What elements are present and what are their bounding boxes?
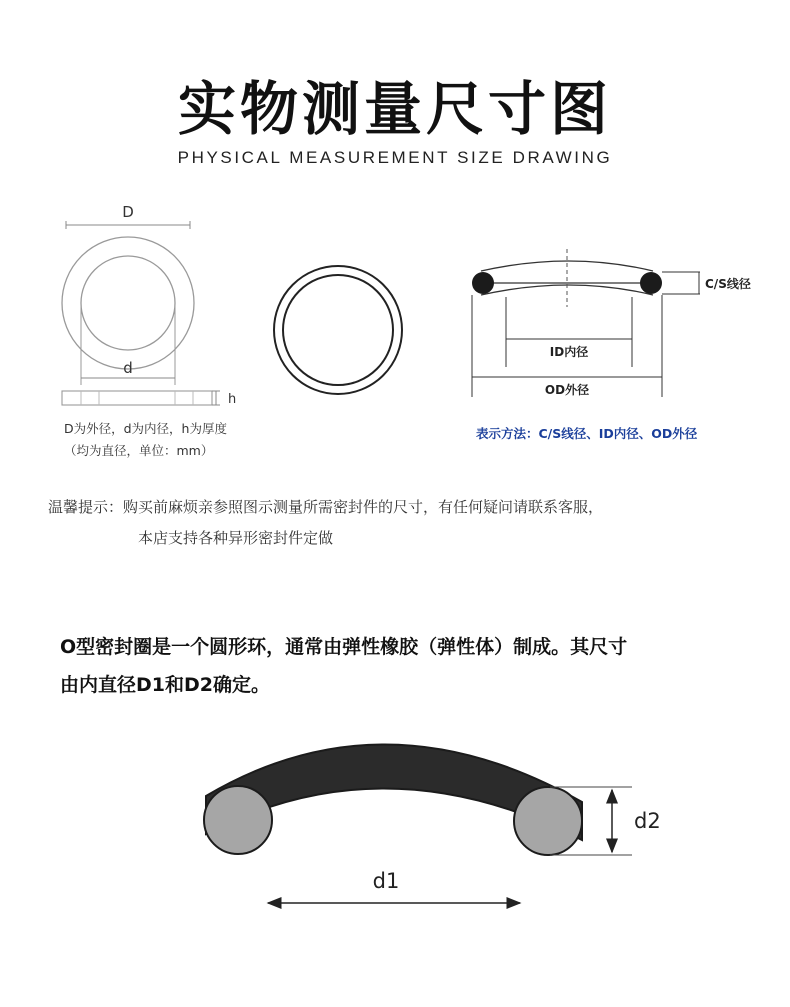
page-title: 实物测量尺寸图 (177, 75, 612, 143)
tip-line2: 本店支持各种异形密封件定做 (138, 529, 334, 547)
oring-outer-edge (274, 266, 402, 394)
label-d: d (123, 359, 133, 377)
label-h: h (228, 392, 237, 407)
notation-method: 表示方法：C/S线径、ID内径、OD外径 (476, 426, 698, 441)
label-d2: d2 (634, 809, 661, 833)
label-id: ID内径 (549, 345, 589, 359)
inner-circle (81, 256, 175, 350)
washer-note-line2: （均为直径，单位：mm） (64, 443, 214, 458)
label-od: OD外径 (544, 383, 590, 397)
page-subtitle: PHYSICAL MEASUREMENT SIZE DRAWING (177, 148, 613, 167)
washer-diagram (40, 195, 260, 415)
oring-curve-diagram (190, 720, 690, 920)
label-d1: d1 (372, 869, 400, 893)
intro-line1: O型密封圈是一个圆形环，通常由弹性橡胶（弹性体）制成。其尺寸 (60, 636, 628, 658)
outer-circle (62, 237, 194, 369)
washer-side-profile (62, 391, 212, 405)
oring-inner-edge (283, 275, 393, 385)
label-D: D (122, 203, 134, 221)
section-circle-left (204, 786, 272, 854)
oring-top-view (270, 262, 406, 398)
tip-line1: 温馨提示：购买前麻烦亲参照图示测量所需密封件的尺寸，有任何疑问请联系客服， (48, 498, 604, 516)
cross-section-left (472, 272, 494, 294)
cross-section-right (640, 272, 662, 294)
oring-section-diagram (455, 245, 775, 405)
intro-line2: 由内直径D1和D2确定。 (60, 674, 270, 696)
washer-note-line1: D为外径，d为内径，h为厚度 (64, 421, 227, 436)
section-circle-right (514, 787, 582, 855)
label-cs: C/S线径 (705, 277, 751, 291)
